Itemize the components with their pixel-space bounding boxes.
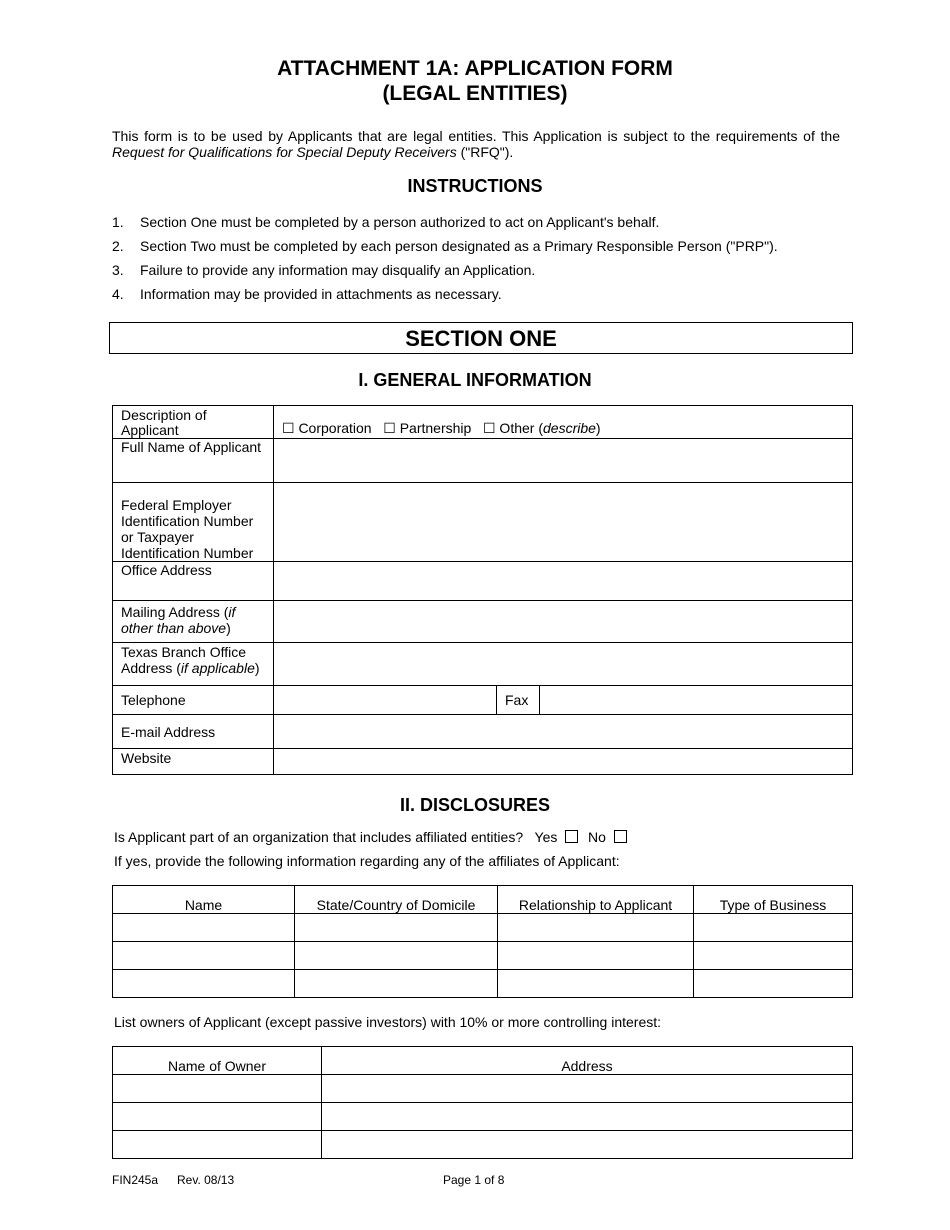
footer-form-id: FIN245a [112, 1173, 159, 1187]
instruction-num: 1. [112, 214, 124, 230]
instructions-heading: INSTRUCTIONS [407, 176, 543, 196]
table-row [113, 1103, 853, 1131]
table-row [113, 970, 853, 998]
corporation-checkbox[interactable]: ☐ Corporation [282, 420, 372, 436]
description-options [274, 406, 853, 439]
affiliate-relationship-cell[interactable] [498, 914, 694, 942]
partnership-checkbox[interactable]: ☐ Partnership [383, 420, 472, 436]
owner-address-cell[interactable] [322, 1131, 853, 1159]
telephone-label: Telephone [113, 686, 274, 715]
owners-header-address: Address [322, 1047, 853, 1075]
affiliate-business-cell[interactable] [694, 942, 853, 970]
no-checkbox[interactable] [614, 830, 627, 843]
other-checkbox[interactable]: ☐ Other (describe) [482, 420, 601, 436]
intro-text-1: This form is to be used by Applicants that are legal entities. This Application is subject to the requirements of the [112, 128, 840, 144]
owner-address-cell[interactable] [322, 1103, 853, 1131]
intro-paragraph [112, 128, 840, 160]
table-row [113, 1131, 853, 1159]
table-row [113, 914, 853, 942]
affiliate-domicile-cell[interactable] [295, 914, 498, 942]
instruction-text: Section One must be completed by a person authorized to act on Applicant's behalf. [140, 214, 660, 230]
disclosures-heading: II. DISCLOSURES [399, 795, 551, 815]
table-row [113, 942, 853, 970]
affiliates-header-domicile: State/Country of Domicile [295, 886, 498, 914]
no-label: No [587, 829, 606, 845]
telephone-field[interactable] [274, 686, 497, 715]
affiliate-relationship-cell[interactable] [498, 970, 694, 998]
table-row [113, 1075, 853, 1103]
instruction-num: 2. [112, 238, 124, 254]
affiliate-business-cell[interactable] [694, 970, 853, 998]
description-label: Description of Applicant [113, 406, 274, 439]
email-field[interactable] [274, 715, 853, 749]
fein-field[interactable] [274, 483, 853, 562]
yes-label: Yes [534, 829, 558, 845]
form-title-line1: ATTACHMENT 1A: APPLICATION FORM [277, 57, 673, 80]
office-address-field[interactable] [274, 562, 853, 601]
affiliate-name-cell[interactable] [113, 970, 295, 998]
affiliates-followup: If yes, provide the following information regarding any of the affiliates of Applicant: [114, 853, 620, 869]
general-information-table [112, 405, 853, 775]
email-label: E-mail Address [113, 715, 274, 749]
owners-table [112, 1046, 853, 1159]
general-information-heading: I. GENERAL INFORMATION [358, 370, 592, 390]
owner-name-cell[interactable] [113, 1075, 322, 1103]
affiliates-header-relationship: Relationship to Applicant [498, 886, 694, 914]
owners-prompt: List owners of Applicant (except passive investors) with 10% or more controlling interest: [114, 1014, 662, 1030]
office-address-label: Office Address [113, 562, 274, 601]
affiliate-name-cell[interactable] [113, 914, 295, 942]
form-title-line2: (LEGAL ENTITIES) [382, 82, 568, 105]
affiliate-relationship-cell[interactable] [498, 942, 694, 970]
mailing-address-label: Mailing Address (if other than above) [113, 601, 274, 643]
website-label: Website [113, 749, 274, 775]
affiliate-business-cell[interactable] [694, 914, 853, 942]
fax-field[interactable] [540, 686, 853, 715]
mailing-address-field[interactable] [274, 601, 853, 643]
affiliates-table [112, 885, 853, 998]
fax-label: Fax [497, 686, 540, 715]
affiliates-header-business: Type of Business [694, 886, 853, 914]
fein-label: Federal Employer Identification Number or Taxpayer Identification Number [113, 483, 274, 562]
instruction-text: Section Two must be completed by each person designated as a Primary Responsible Person ("PRP"). [140, 238, 778, 254]
section-one-title: SECTION ONE [109, 322, 853, 354]
full-name-field[interactable] [274, 439, 853, 483]
owner-name-cell[interactable] [113, 1103, 322, 1131]
instruction-text: Information may be provided in attachments as necessary. [140, 286, 502, 302]
instruction-text: Failure to provide any information may disqualify an Application. [140, 262, 536, 278]
texas-branch-label: Texas Branch Office Address (if applicable) [113, 643, 274, 686]
affiliate-domicile-cell[interactable] [295, 970, 498, 998]
footer-revision: Rev. 08/13 [177, 1173, 235, 1187]
owner-address-cell[interactable] [322, 1075, 853, 1103]
owners-header-name: Name of Owner [113, 1047, 322, 1075]
affiliate-name-cell[interactable] [113, 942, 295, 970]
full-name-label: Full Name of Applicant [113, 439, 274, 483]
intro-text-2: ("RFQ"). [456, 144, 514, 160]
texas-branch-field[interactable] [274, 643, 853, 686]
affiliated-question: Is Applicant part of an organization that includes affiliated entities? Yes No [114, 829, 629, 845]
rfq-title: Request for Qualifications for Special Deputy Receivers [112, 144, 457, 160]
instruction-num: 3. [112, 262, 124, 278]
affiliates-header-name: Name [113, 886, 295, 914]
footer-page-number: Page 1 of 8 [443, 1173, 505, 1187]
owner-name-cell[interactable] [113, 1131, 322, 1159]
yes-checkbox[interactable] [565, 830, 578, 843]
website-field[interactable] [274, 749, 853, 775]
instruction-num: 4. [112, 286, 124, 302]
affiliate-domicile-cell[interactable] [295, 942, 498, 970]
